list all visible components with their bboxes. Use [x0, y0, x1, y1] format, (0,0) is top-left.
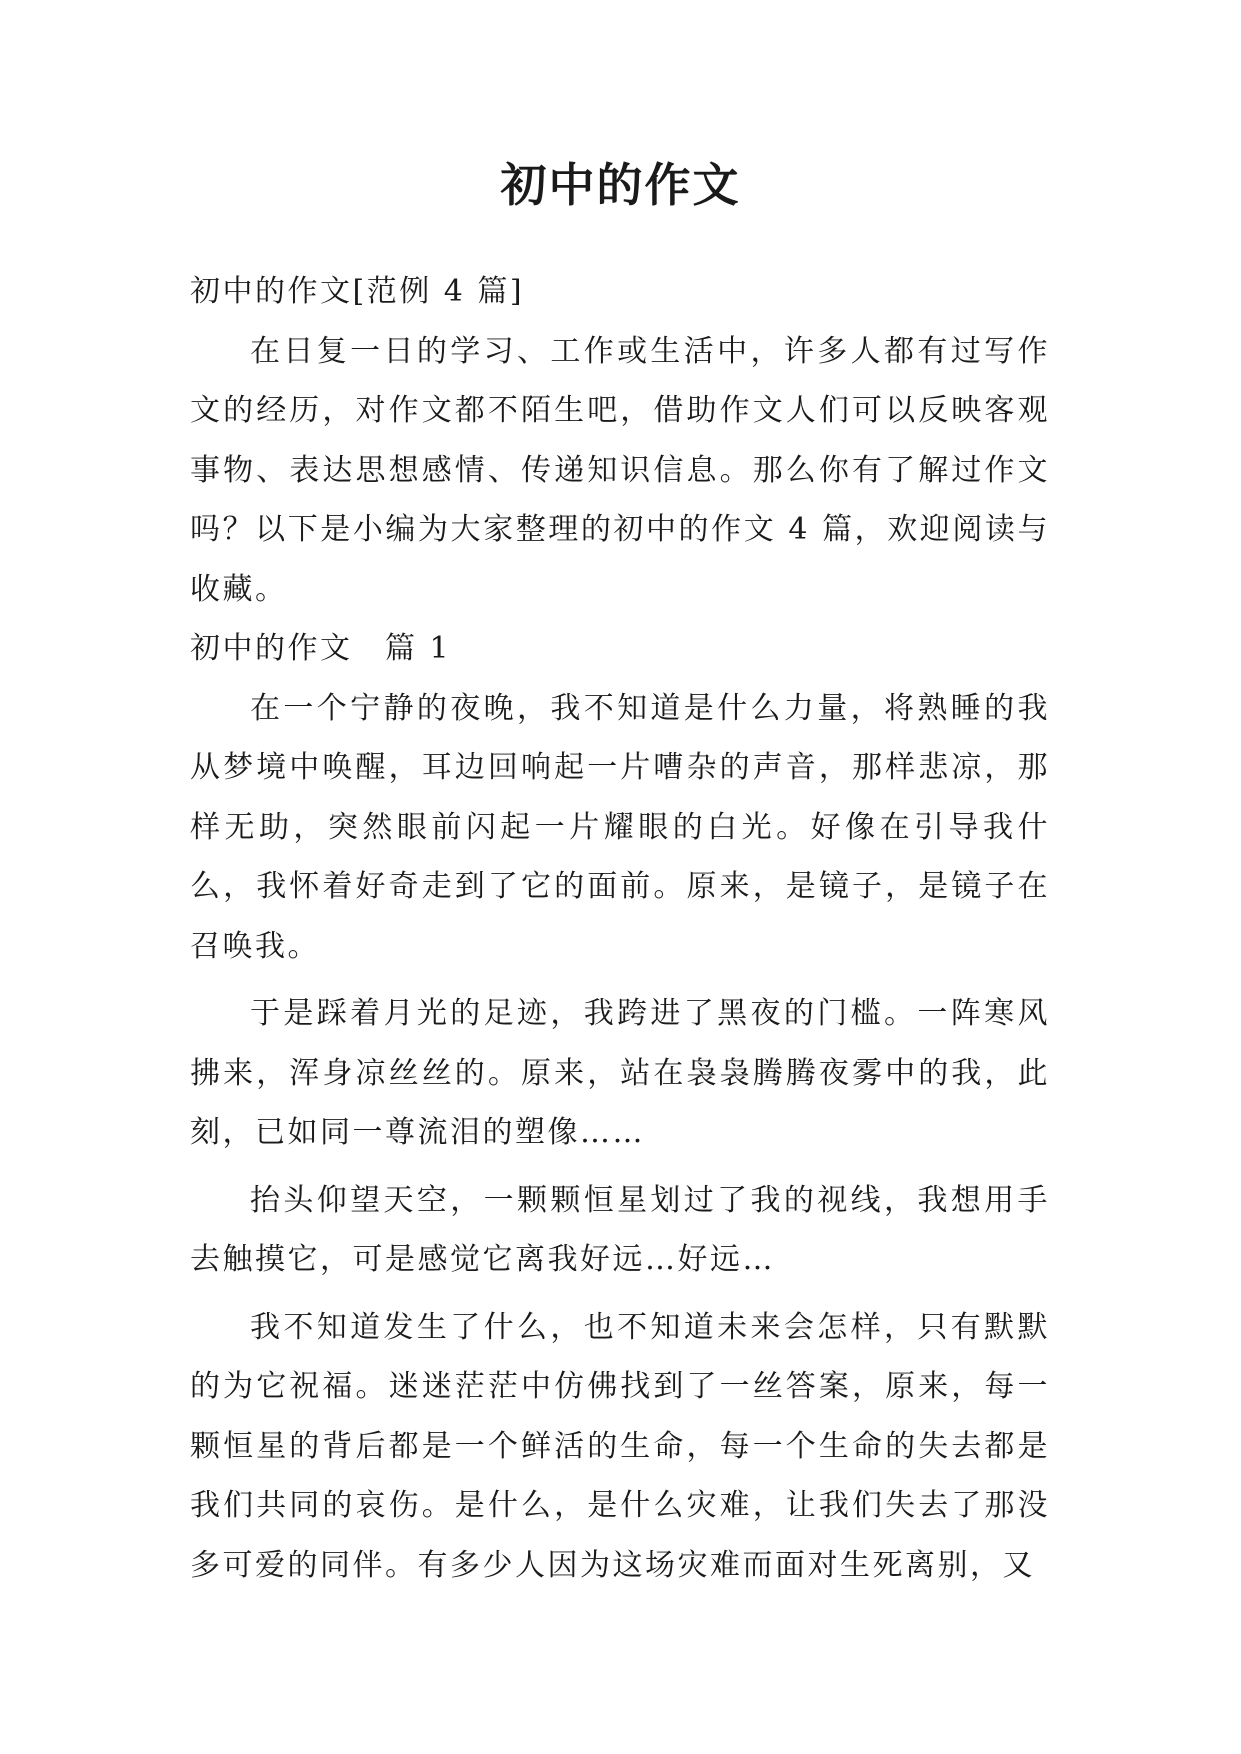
- body-paragraph-1: 在一个宁静的夜晚，我不知道是什么力量，将熟睡的我从梦境中唤醒，耳边回响起一片嘈杂的声音，那样悲凉，那样无助，突然眼前闪起一片耀眼的白光。好像在引导我什么，我怀着好奇走到了它的面前。原来，是镜子，是镜子在召唤我。: [190, 690, 1050, 964]
- document-title: 初中的作文: [500, 158, 741, 212]
- document-subtitle: 初中的作文[范例 4 篇]: [190, 274, 525, 309]
- intro-paragraph: 在日复一日的学习、工作或生活中，许多人都有过写作文的经历，对作文都不陌生吧，借助作文人们可以反映客观事物、表达思想感情、传递知识信息。那么你有了解过作文吗？以下是小编为大家整理的初中的作文 4 篇，欢迎阅读与收藏。: [190, 333, 1050, 607]
- document-body: [190, 262, 1050, 1595]
- body-paragraph-3: 抬头仰望天空，一颗颗恒星划过了我的视线，我想用手去触摸它，可是感觉它离我好远…好远…: [190, 1182, 1050, 1277]
- body-paragraph-4: 我不知道发生了什么，也不知道未来会怎样，只有默默的为它祝福。迷迷茫茫中仿佛找到了一丝答案，原来，每一颗恒星的背后都是一个鲜活的生命，每一个生命的失去都是我们共同的哀伤。是什么，是什么灾难，让我们失去了那没多可爱的同伴。有多少人因为这场灾难而面对生死离别，又: [190, 1309, 1050, 1583]
- section-heading: 初中的作文 篇 1: [190, 631, 452, 666]
- body-paragraph-2: 于是踩着月光的足迹，我跨进了黑夜的门槛。一阵寒风拂来，浑身凉丝丝的。原来，站在袅袅腾腾夜雾中的我，此刻，已如同一尊流泪的塑像……: [190, 996, 1050, 1150]
